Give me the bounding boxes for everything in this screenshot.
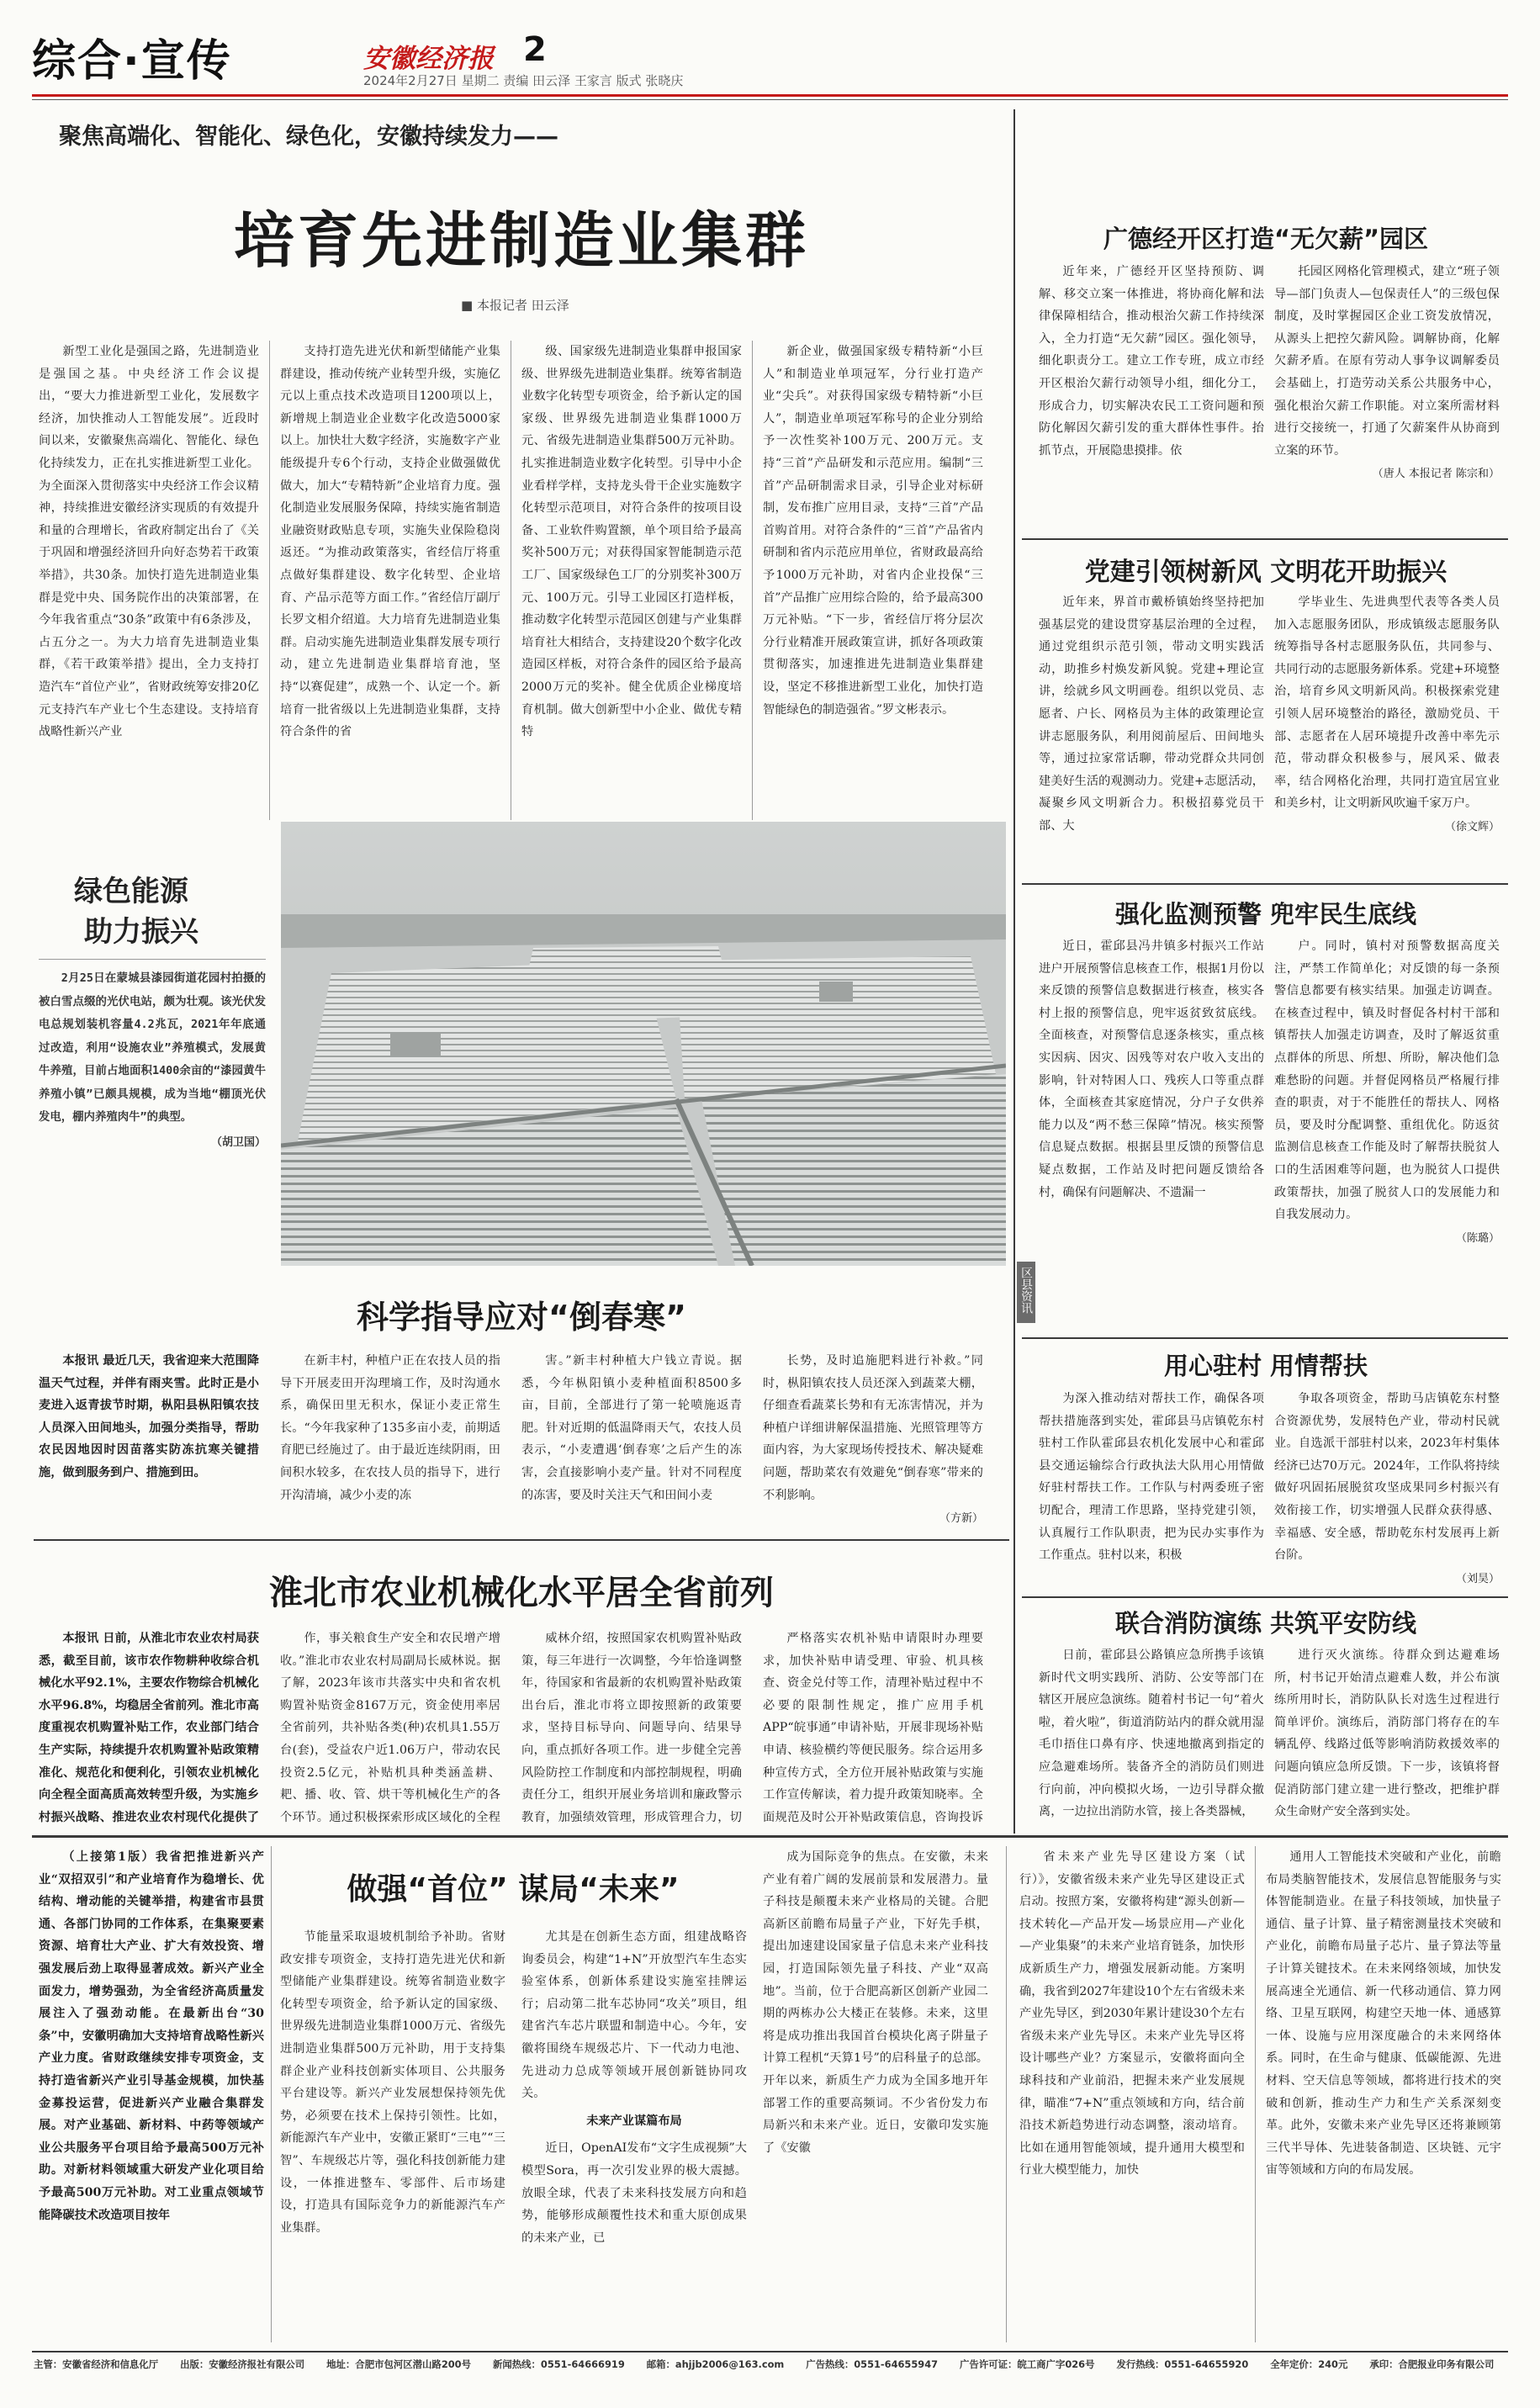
- footer-publisher: 出版：安徽经济报社有限公司: [180, 2358, 305, 2370]
- fire-left: [1039, 1644, 1264, 1829]
- issue-meta: 2024年2月27日 星期二 责编 田云泽 王家言 版式 张晓庆: [363, 73, 684, 88]
- monitor-right: [1274, 935, 1500, 1331]
- science-title: 科学指导应对“倒春寒”: [357, 1299, 686, 1336]
- huaibei-col-3: [521, 1627, 742, 1825]
- footer-rule: [32, 2351, 1508, 2352]
- footer-printer: 承印：合肥报业印务有限公司: [1369, 2358, 1495, 2370]
- lead-col-4: [763, 341, 983, 828]
- footer-ad-license: 广告许可证：皖工商广字026号: [960, 2358, 1095, 2370]
- party-left-text: 近年来，界首市戴桥镇始终坚持把加强基层党的建设贯穿基层治理的全过程，通过党组织示范引领，带动文明实践活动，助推乡村焕发新风貌。党建+理论宣讲，绘就乡风文明画卷。组织以党员、志愿者、户长、网格员为主体的政策理论宣讲志愿服务队，利用阅前屋后、田间地头等，通过拉家常话聊，带动党群众共同创建美好生活的观测动力。党建+志愿活动，凝聚乡风文明新合力。积极招募党员干部、大: [1039, 595, 1264, 833]
- guangde-credit: （唐人 本报记者 陈宗和）: [1372, 468, 1500, 481]
- huaibei-title: 淮北市农业机械化水平居全省前列: [269, 1574, 774, 1612]
- monitor-left-text: 近日，霍邱县冯井镇多村振兴工作站进户开展预警信息核查工作，根据1月份以来反馈的预警信息数据进行核查，核实各村上报的预警信息，兜牢返贫致贫底线。全面核查，对预警信息逐条核实，重点核实因病、因灾、因残等对农户收入支出的影响，针对特困人口、残疾人口等重点群体，全面核查其家庭情况，分户子女供养能力以及“两不愁三保障”情况。核实预警信息疑点数据。根据县里反馈的预警信息疑点数据，工作站及时把问题反馈给各村，确保有问题解决、不遗漏一: [1039, 939, 1264, 1199]
- jump-col-1: [39, 1846, 264, 2342]
- green-caption-text: 2月25日在蒙城县漆园街道花园村拍摄的被白雪点缀的光伏电站，颇为壮观。该光伏发电总规划装机容量4.2兆瓦，2021年年底通过改造，利用“设施农业”养殖模式，发展黄牛养殖，目前占地面积1400余亩的“漆园黄牛养殖小镇”已颇具规模，成为当地“棚顶光伏发电，棚内养殖肉牛”的典型。: [39, 972, 266, 1124]
- huaibei-col-4: [763, 1627, 983, 1825]
- huaibei-col-2-text: 作，事关粮食生产安全和农民增产增收。”淮北市农业农村局副局长威林说。据了解，2023年该市共落实中央和省农机购置补贴资金8167万元，资金使用率居全省前列，共补贴各类(种)农机具1.55万台(套)，受益农户近1.06万户，带动农民投资2.5亿元，补贴机具种类涵盖耕、耙、播、收、管、烘干等机械化生产的各个环节。通过积极探索形成区域化的全程: [280, 1632, 500, 1824]
- fire-right: [1274, 1644, 1500, 1829]
- science-col-4: [763, 1350, 983, 1535]
- science-col-1: [39, 1350, 259, 1535]
- sidebar-label: [1017, 1262, 1035, 1323]
- green-title-2: 助力振兴: [84, 915, 198, 949]
- footer-email: 邮箱：ahjjb2006@163.com: [646, 2358, 785, 2370]
- green-credit: （胡卫国）: [210, 1135, 266, 1149]
- village-right: [1274, 1388, 1500, 1590]
- guangde-right: [1274, 261, 1500, 521]
- jump-col-4-text: 成为国际竞争的焦点。在安徽，未来产业有着广阔的发展前景和发展潜力。量子科技是颠覆未来产业格局的关键。合肥高新区前瞻布局量子产业，下好先手棋，提出加速建设国家量子信息未来产业科技园，打造国际领先量子科技、产业“双高地”。当前，位于合肥高新区创新产业园二期的两栋办公大楼正在装修。未来，这里将是成功推出我国首台模块化离子阱量子计算工程机“天算1号”的启科量子的总部。开年以来，新质生产力成为全国多地开年部署工作的重要高频词。不少省份发力布局新兴和未来产业。近日，安徽印发实施了《安徽: [763, 1850, 988, 2155]
- science-credit: （方新）: [939, 1512, 983, 1526]
- huaibei-col-1-text: 本报讯 日前，从淮北市农业农村局获悉，截至目前，该市农作物耕种收综合机械化水平92.1%，主要农作物综合机械化水平96.8%，均稳居全省前列。淮北市高度重视农机购置补贴工作，农业部门结合生产实际，持续提升农机购置补贴政策精准化、规范化和便利化，引领农业机械化向全程全面高质高效转型升级，为实施乡村振兴战略、推进农业农村现代化提供了: [39, 1632, 259, 1824]
- rail-divider: [1013, 109, 1015, 1834]
- jump-col-2-text: 节能量采取退坡机制给予补助。省财政安排专项资金，支持打造先进光伏和新型储能产业集群建设。统筹省制造业数字化转型专项资金，给予新认定的国家级、世界级先进制造业集群1000万元、省级先进制造业集群500万元补助，用于支持集群企业产业科技创新实体项目、公共服务平台建设等。新兴产业发展想保持领先优势，必须要在技术上保持引领性。比如，新能源汽车产业中，安徽正紧盯“三电”“三智”、车规级芯片等，强化科技创新能力建设，一体推进整车、零部件、后市场建设，打造具有国际竞争力的新能源汽车产业集群。: [280, 1930, 505, 2235]
- footer-news-hotline: 新闻热线：0551-64666919: [492, 2358, 625, 2370]
- col-divider: [1255, 1846, 1256, 2342]
- section-title: 综合·宣传: [32, 36, 232, 87]
- science-col-3: [521, 1350, 742, 1535]
- science-col-4-text: 长势，及时追施肥料进行补救。”同时，枞阳镇农技人员还深入到蔬菜大棚，仔细查看蔬菜长势和有无冻害情况，并为种植户详细讲解保温措施、光照管理等方面内容，为大家现场传授技术、解决疑难问题，帮助菜农有效避免“倒春寒”带来的不利影响。: [763, 1354, 983, 1502]
- lead-col-3: [521, 341, 742, 828]
- rail-rule: [1022, 883, 1508, 885]
- lead-col-3-text: 级、国家级先进制造业集群申报国家级、世界级先进制造业集群。统筹省制造业数字化转型专项资金，给予新认定的国家级、世界级先进制造业集群1000万元、省级先进制造业集群500万元补助。扎实推进制造业数字化转型。引导中小企业看样学样，支持龙头骨干企业实施数字化转型示范项目，对符合条件的按项目设备、工业软件购置额，单个项目给予最高奖补500万元；对获得国家智能制造示范工厂、国家级绿色工厂的分别奖补300万元、100万元。引导工业园区打造样板，推动数字化转型示范园区创建与产业集群培育社大相结合，支持建设20个数字化改造园区样板，对符合条件的园区给予最高2000万元的奖补。健全优质企业梯度培育机制。做大创新型中小企业、做优专精特: [521, 345, 742, 739]
- lead-col-2: [280, 341, 500, 828]
- lead-kicker: 聚焦高端化、智能化、绿色化，安徽持续发力——: [59, 124, 558, 150]
- fire-credit: [1274, 1825, 1500, 1829]
- lead-col-1: [39, 341, 259, 828]
- huaibei-col-4-text: 严格落实农机补贴申请限时办理要求，加快补贴申请受理、审验、机具核查、资金兑付等工作，清理补贴过程中不必要的限制性规定，推广应用手机APP“皖事通”申请补贴，开展非现场补贴申请、核验横约等便民服务。综合运用多种宣传方式，全方位开展补贴政策与实施工作宣传解读，着力提升政策知晓率。全面规范及时公开补贴政策信息，咨询投诉: [763, 1632, 983, 1824]
- guangde-left-text: 近年来，广德经开区坚持预防、调解、移交立案一体推进，将协商化解和法律保障相结合，推动根治欠薪工作持续深入，全力打造“无欠薪”园区。强化领导，细化职责分工。建立工作专班，成立市经开区根治欠薪行动领导小组，细化分工，形成合力，切实解决农民工工资问题和预防化解因欠薪引发的重大群体性事件。抬抓节点，开展隐患摸排。依: [1039, 265, 1264, 458]
- lead-title: 培育先进制造业集群: [233, 204, 809, 276]
- huaibei-col-2: [280, 1627, 500, 1825]
- lead-col-2-text: 支持打造先进光伏和新型储能产业集群建设，推动传统产业转型升级，实施亿元以上重点技术改造项目1200项以上，新增规上制造业企业数字化改造5000家以上。加快壮大数字经济，实施数字产业能级提升专6个行动，支持企业做强做优做大，加大“专精特新”企业培育力度。强化制造业发展服务保障，持续实施省制造业融资财政贴息专项，实施失业保险稳岗返还。“为推动政策落实，省经信厅将重点做好集群建设、数字化转型、企业培育、产品示范等方面工作。”省经信厅副厅长罗文相介绍道。大力培育先进制造业集群。启动实施先进制造业集群发展专项行动，建立先进制造业集群培育池，坚持“以赛促建”，成熟一个、认定一个。新培育一批省级以上先进制造业集群，支持符合条件的省: [280, 345, 500, 739]
- jump-col-5: [1019, 1846, 1245, 2342]
- footer-address: 地址：合肥市包河区潜山路200号: [326, 2358, 471, 2370]
- paper-name: 安徽经济报: [363, 44, 494, 74]
- village-credit: （刘昊）: [1455, 1572, 1500, 1585]
- solar-farm-image: [281, 822, 1006, 1266]
- guangde-right-text: 托园区网格化管理模式，建立“班子领导—部门负责人—包保责任人”的三级包保制度，及时掌握园区企业工资发放情况，从源头上把控欠薪风险。调解协商，化解欠薪矛盾。在原有劳动人事争议调解委员会基础上，打造劳动关系公共服务中心，强化根治欠薪工作职能。对立案所需材料进行交接统一，打通了欠薪案件从协商到立案的环节。: [1274, 265, 1500, 458]
- footer-sponsor: 主管：安徽省经济和信息化厅: [34, 2358, 159, 2370]
- col-divider: [1006, 1846, 1007, 2342]
- green-title-1: 绿色能源: [74, 875, 188, 908]
- village-left-text: 为深入推动结对帮扶工作，确保各项帮扶措施落到实处，霍邱县马店镇乾东村驻村工作队霍邱县农机化发展中心和霍邱县交通运输综合行政执法大队用心用情做好驻村帮扶工作。工作队与村两委班子密切配合，理清工作思路，坚持党建引领，认真履行工作队职责，把为民办实事作为工作重点。驻村以来，积极: [1039, 1392, 1264, 1563]
- lead-col-1-text: 新型工业化是强国之路，先进制造业是强国之基。中央经济工作会议提出，“要大力推进新型工业化，发展数字经济，加快推动人工智能发展”。近段时间以来，安徽聚焦高端化、智能化、绿色化持续发力，正在扎实推进新型工业化。为全面深入贯彻落实中央经济工作会议精神，持续推进安徽经济实现质的有效提升和量的合理增长，省政府制定出台了《关于巩固和增强经济回升向好态势若干政策举措》，共30条。加快打造先进制造业集群是党中央、国务院作出的决策部署，在今年我省重点“30条”政策中有6条涉及，占五分之一。为大力培育先进制造业集群，《若干政策举措》提出，全力支持打造汽车“首位产业”，省财政统筹安排20亿元支持汽车产业七个生态建设。支持培育战略性新兴产业: [39, 345, 259, 739]
- lead-byline: ■ 本报记者 田云泽: [461, 298, 569, 313]
- sidebar-label-text: 区县资讯: [1019, 1267, 1033, 1314]
- jump-col-4: [763, 1846, 988, 2342]
- rail-rule: [1022, 1596, 1508, 1598]
- huaibei-col-3-text: 威林介绍，按照国家农机购置补贴政策，每三年进行一次调整，今年恰逢调整年，待国家和省最新的农机购置补贴政策出台后，淮北市将立即按照新的政策要求，坚持目标导向、问题导向、结果导向，重点抓好各项工作。进一步健全完善风险防控工作制度和内部控制规程，明确责任分工，组织开展业务培训和廉政警示教育，加强绩效管理，形成管理合力，切: [521, 1632, 742, 1824]
- section-rule: [34, 1539, 1009, 1541]
- page-number: 2: [523, 30, 547, 69]
- huaibei-col-1: [39, 1627, 259, 1825]
- col-divider: [752, 341, 753, 820]
- footer: [34, 2358, 1514, 2371]
- solar-farm-photo: [281, 822, 1006, 1266]
- rail-rule: [1022, 1337, 1508, 1339]
- monitor-credit: （陈璐）: [1455, 1231, 1500, 1245]
- lead-col-4-text: 新企业，做强国家级专精特新“小巨人”和制造业单项冠军，分行业打造产业“尖兵”。对获得国家级专精特新“小巨人”，制造业单项冠军称号的企业分别给予一次性奖补100万元、200万元。支持“三首”产品研发和示范应用。编制“三首”产品研制需求目录，引导企业对标研制，发布推广应用目录，支持“三首”产品首购首用。对符合条件的“三首”产品省内研制和省内示范应用单位，省财政最高给予1000万元补助，对省内企业投保“三首”产品推广应用综合险的，给予最高300万元补贴。“下一步，省经信厅将分层次分行业精准开展政策宣讲，抓好各项政策贯彻落实，加速推进先进制造业集群建设，坚定不移推进新型工业化，加快打造智能绿色的制造强省。”罗文彬表示。: [763, 345, 983, 717]
- col-divider: [271, 1846, 272, 2342]
- col-divider: [269, 341, 270, 820]
- jump-col-5-text: 省未来产业先导区建设方案（试行）》，安徽省级未来产业先导区建设正式启动。按照方案，安徽将构建“源头创新—技术转化—产品开发—场景应用—产业化—产业集聚”的未来产业培育链条，加快形成新质生产力，增强发展新动能。方案明确，我省到2027年建设10个左右省级未来产业先导区，到2030年累计建设30个左右省级未来产业先导区。未来产业先导区将设计哪些产业？方案显示，安徽将面向全球科技和产业前沿，把握未来产业发展规律，瞄准“7+N”重点领域和方向，结合前沿技术新趋势进行动态调整，滚动培育。比如在通用智能领域，提升通用大模型和行业大模型能力，加快: [1019, 1850, 1245, 2178]
- footer-ad-hotline: 广告热线：0551-64655947: [806, 2358, 939, 2370]
- fire-left-text: 日前，霍邱县公路镇应急所携手该镇新时代文明实践所、消防、公安等部门在辖区开展应急演练。随着村书记一句“着火啦，着火啦”，街道消防站内的群众就用湿毛巾捂住口鼻有序、快速地撤离到指定的应急避难场所。装备齐全的消防员们则进行向前，冲向模拟火场，一边引导群众撤离，一边拉出消防水管，接上各类器械，: [1039, 1649, 1264, 1819]
- masthead-rule: [32, 94, 1508, 97]
- guangde-title: 广德经开区打造“无欠薪”园区: [1103, 225, 1429, 253]
- footer-price: 全年定价：240元: [1270, 2358, 1348, 2370]
- jump-subheading: 未来产业谋篇布局: [586, 2114, 682, 2128]
- guangde-left: [1039, 261, 1264, 521]
- science-col-2: [280, 1350, 500, 1535]
- party-credit: （徐文辉）: [1444, 820, 1500, 834]
- green-caption: [39, 967, 266, 1236]
- jump-col-6: [1266, 1846, 1501, 2342]
- party-left: [1039, 591, 1264, 877]
- rail-rule: [1022, 538, 1508, 540]
- jump-col-3-text: 尤其是在创新生态方面，组建战略咨询委员会，构建“1+N”开放型汽车生态实验室体系，创新体系建设实施室挂牌运行；启动第二批车芯协同“攻关”项目，组建省汽车芯片联盟和制造中心。今年，安徽将围绕车规级芯片、下一代动力电池、先进动力总成等领域开展创新链协同攻关。: [521, 1930, 747, 2101]
- science-col-1-text: 本报讯 最近几天，我省迎来大范围降温天气过程，并伴有雨夹雪。此时正是小麦进入返青拔节时期，枞阳县枞阳镇农技人员深入田间地头，加强分类指导，帮助农民因地因时因苗落实防冻抗寒关键措施，做到服务到户、措施到田。: [39, 1354, 259, 1479]
- village-title: 用心驻村 用情帮扶: [1163, 1352, 1368, 1380]
- party-right: [1274, 591, 1500, 877]
- masthead-rule-thin: [32, 99, 1508, 100]
- party-title: 党建引领树新风 文明花开助振兴: [1084, 558, 1447, 587]
- monitor-right-text: 户。同时，镇村对预警数据高度关注，严禁工作简单化；对反馈的每一条预警信息都要有核实结果。加强走访调查。在核查过程中，镇及时督促各村村干部和镇帮扶人加强走访调查，及时了解返贫重点群体的所思、所想、所盼，解决他们急难愁盼的问题。并督促网格员严格履行排查的职责，对于不能胜任的帮扶人、网格员，要及时分配调整、重组优化。防返贫监测信息核查工作能及时了解帮扶脱贫人口的生活困难等问题，也为脱贫人口提供政策帮扶，加强了脱贫人口的发展能力和自我发展动力。: [1274, 939, 1500, 1222]
- science-col-2-text: 在新丰村，种植户正在农技人员的指导下开展麦田开沟理墒工作，及时沟通水系，确保田里无积水，保证小麦正常生长。“今年我家种了135多亩小麦，前期适育肥已经施过了。由于最近连续阴雨，田间积水较多，在农技人员的指导下，进行开沟清墒，减少小麦的冻: [280, 1354, 500, 1502]
- fire-right-text: 进行灭火演练。待群众到达避难场所，村书记开始清点避难人数，并公布演练所用时长，消防队队长对选生过程进行简单评价。演练后，消防部门将存在的车辆乱停、线路过低等影响消防救援效率的问题向镇应急所反馈。下一步，该镇将督促消防部门建立建一进行整改，把维护群众生命财产安全落到实处。: [1274, 1649, 1500, 1819]
- monitor-title: 强化监测预警 兜牢民生底线: [1114, 900, 1417, 929]
- party-right-text: 学毕业生、先进典型代表等各类人员加入志愿服务团队，形成镇级志愿服务队统筹指导各村志愿服务队伍，共同参与、共同行动的志愿服务新体系。党建+环境整治，培育乡风文明新风尚。积极探索党建引领人居环境整治的路径，激励党员、干部、志愿者在人居环境提升改善中率先示范，带动群众积极参与，展风采、做表率，结合网格化治理，共同打造宜居宜业和美乡村，让文明新风吹遍千家万户。: [1274, 595, 1500, 811]
- village-left: [1039, 1388, 1264, 1590]
- jump-col-1-text: （上接第1版）我省把推进新兴产业“双招双引”和产业培育作为稳增长、优结构、增动能的关键举措，构建省市县贯通、各部门协同的工作体系，在集聚要素资源、培育壮大产业、扩大有效投资、增强发展后劲上取得显著成效。新兴产业全面发力，增势强劲，为全省经济高质量发展注入了强劲动能。在最新出台“30条”中，安徽明确加大支持培育战略性新兴产业力度。省财政继续安排专项资金，支持打造省新兴产业引导基金规模，加快基金募投运营，促进新兴产业融合集群发展。对产业基础、新材料、中药等领域产业公共服务平台项目给予最高500万元补助。对新材料领域重大研发产业化项目给予最高500万元补助。对工业重点领域节能降碳技术改造项目按年: [39, 1850, 264, 2222]
- jump-col-6-text: 通用人工智能技术突破和产业化，前瞻布局类脑智能技术，发展信息智能服务与实体智能制造业。在量子科技领域，加快量子通信、量子计算、量子精密测量技术突破和产业化，前瞻布局量子芯片、量子算法等量子计算关键技术。在未来网络领域，加快发展高速全光通信、新一代移动通信、算力网络、卫星互联网，构建空天地一体、通感算一体、设施与应用深度融合的未来网络体系。同时，在生命与健康、低碳能源、先进材料、空天信息等领域，都将进行技术的突破和创新，推动生产力和生产关系深刻变革。此外，安徽未来产业先导区还将兼顾第三代半导体、先进装备制造、区块链、元宇宙等领域和方向的布局发展。: [1266, 1850, 1501, 2178]
- jump-col-3b-text: 近日，OpenAI发布“文字生成视频”大模型Sora，再一次引发业界的极大震撼。放眼全球，代表了未来科技发展方向和趋势，能够形成颠覆性技术和重大原创成果的未来产业，已: [521, 2141, 747, 2245]
- monitor-left: [1039, 935, 1264, 1331]
- jump-col-3: [521, 1926, 747, 2342]
- fire-title: 联合消防演练 共筑平安防线: [1114, 1609, 1417, 1638]
- jump-col-2: [280, 1926, 505, 2342]
- bottom-section-rule: [32, 1835, 1508, 1838]
- science-col-3-text: 害。”新丰村种植大户钱立青说。据悉，今年枞阳镇小麦种植面积8500多亩，目前，全部进行了第一轮喷施返青肥。针对近期的低温降雨天气，农技人员表示，“小麦遭遇‘倒春寒’之后产生的冻害，会直接影响小麦产量。针对不同程度的冻害，要及时关注天气和田间小麦: [521, 1354, 742, 1502]
- footer-distribution: 发行热线：0551-64655920: [1116, 2358, 1249, 2370]
- village-right-text: 争取各项资金，帮助马店镇乾东村整合资源优势，发展特色产业，带动村民就业。自选派干部驻村以来，2023年村集体经济已达70万元。2024年，工作队将持续做好巩固拓展脱贫攻坚成果同乡村振兴有效衔接工作，切实增强人民群众获得感、幸福感、安全感，帮助乾东村发展再上新台阶。: [1274, 1392, 1500, 1563]
- jump-title: 做强“首位” 谋局“未来”: [347, 1872, 680, 1907]
- caption-rule: [39, 959, 266, 960]
